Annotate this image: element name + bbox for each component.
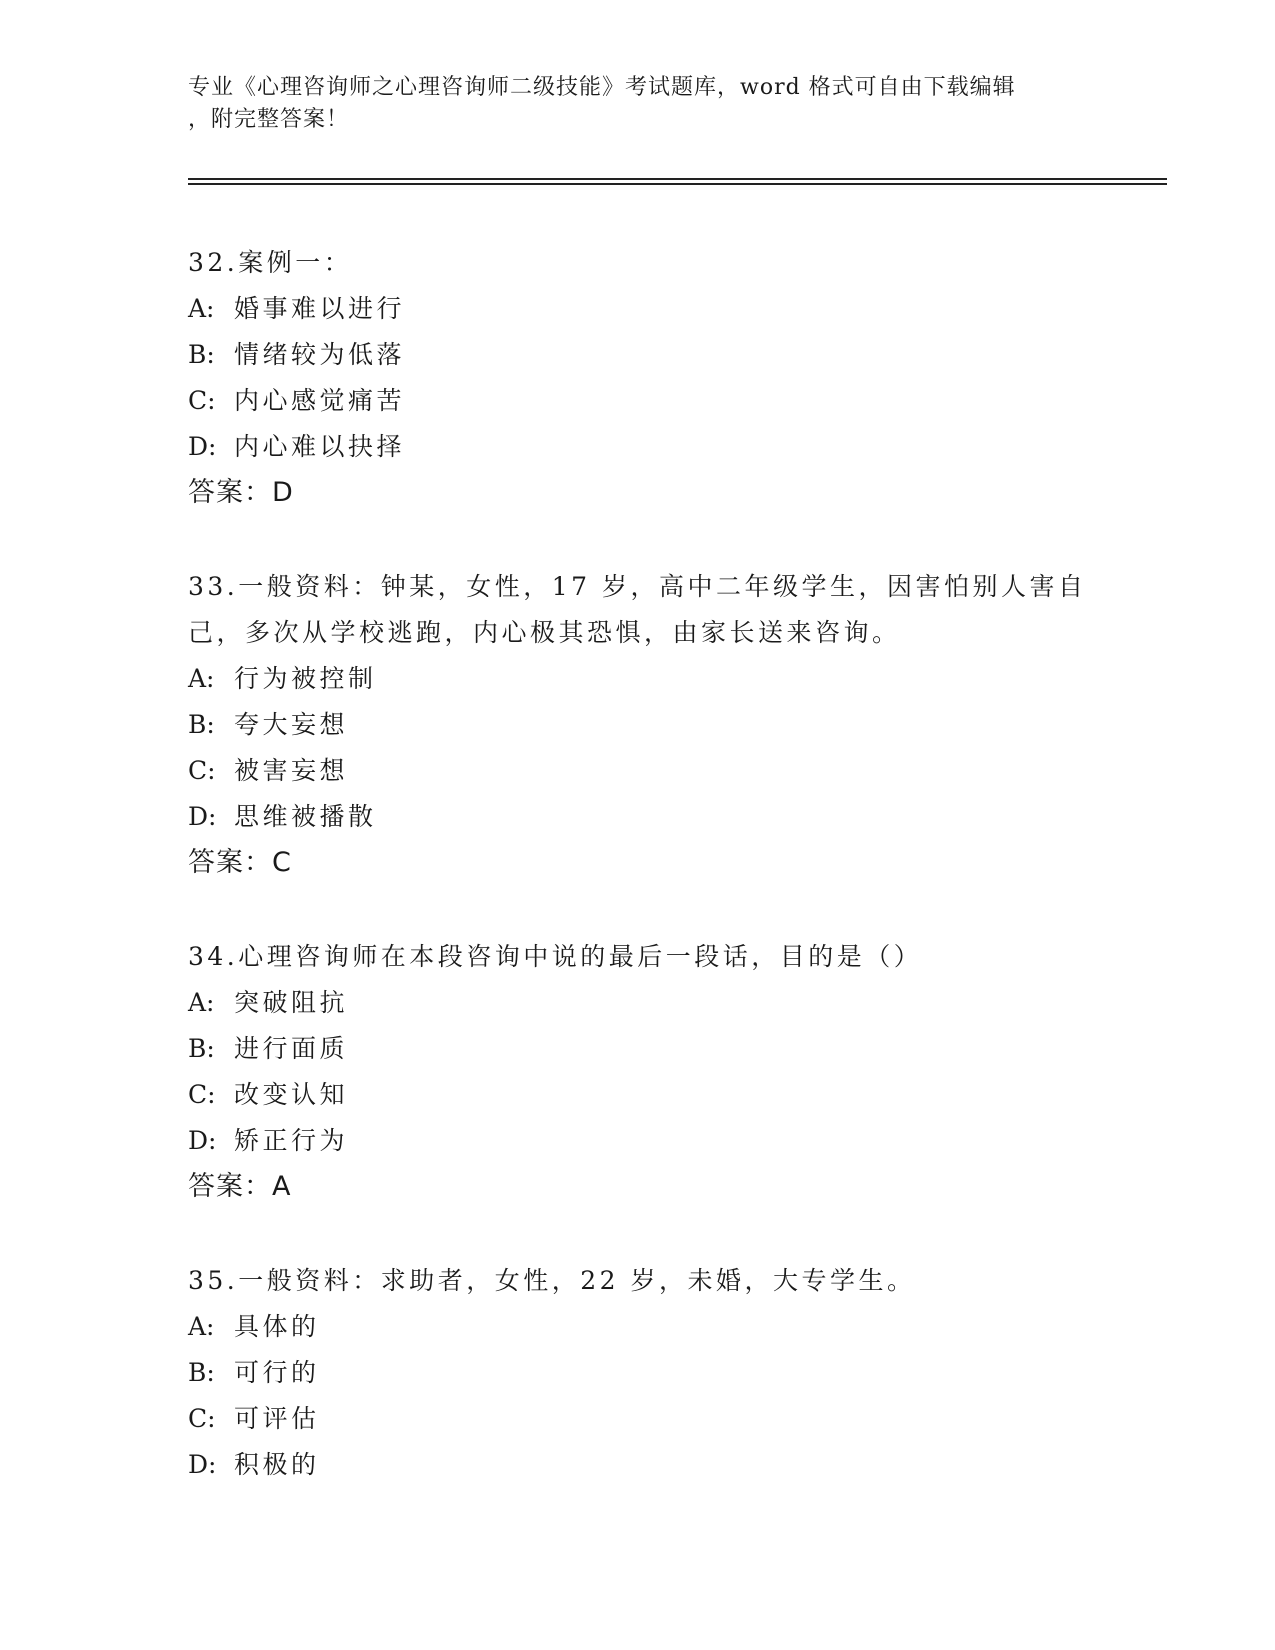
option-text: 进行面质 xyxy=(234,1034,349,1063)
option-text: 婚事难以进行 xyxy=(234,294,406,323)
question-33 xyxy=(188,564,1108,886)
option-c xyxy=(188,1072,1108,1118)
option-letter: B: xyxy=(188,710,215,739)
option-c xyxy=(188,1396,1108,1442)
option-text: 夸大妄想 xyxy=(234,710,349,739)
option-letter: A: xyxy=(188,988,215,1017)
option-d xyxy=(188,1442,1108,1488)
option-text: 具体的 xyxy=(234,1312,320,1341)
option-d xyxy=(188,1118,1108,1164)
document-header xyxy=(188,72,1088,136)
option-letter: B: xyxy=(188,1358,215,1387)
option-a xyxy=(188,980,1108,1026)
option-letter: A: xyxy=(188,1312,215,1341)
option-letter: D: xyxy=(188,1126,217,1155)
option-letter: A: xyxy=(188,294,215,323)
option-letter: D: xyxy=(188,432,217,461)
option-text: 积极的 xyxy=(234,1450,320,1479)
question-text: 32.案例一： xyxy=(188,248,353,277)
answer-label: 答案：A xyxy=(188,1171,292,1202)
option-d xyxy=(188,794,1108,840)
question-32 xyxy=(188,240,1108,516)
question-34 xyxy=(188,934,1108,1210)
option-b xyxy=(188,1350,1108,1396)
option-letter: C: xyxy=(188,1080,216,1109)
option-c xyxy=(188,748,1108,794)
option-letter: C: xyxy=(188,386,216,415)
option-text: 行为被控制 xyxy=(234,664,377,693)
question-text: 34.心理咨询师在本段咨询中说的最后一段话，目的是（） xyxy=(188,942,923,971)
option-a xyxy=(188,286,1108,332)
option-text: 内心难以抉择 xyxy=(234,432,406,461)
option-letter: B: xyxy=(188,1034,215,1063)
question-text: 35.一般资料：求助者，女性，22 岁，未婚，大专学生。 xyxy=(188,1266,916,1295)
answer-label: 答案：D xyxy=(188,477,294,508)
option-b xyxy=(188,1026,1108,1072)
question-text: 33.一般资料：钟某，女性，17 岁，高中二年级学生，因害怕别人害自己，多次从学校逃跑，内心极其恐惧，由家长送来咨询。 xyxy=(188,572,1087,647)
option-text: 被害妄想 xyxy=(234,756,349,785)
option-c xyxy=(188,378,1108,424)
option-letter: B: xyxy=(188,340,215,369)
header-divider-top xyxy=(188,178,1167,180)
answer-label: 答案：C xyxy=(188,847,292,878)
option-text: 矫正行为 xyxy=(234,1126,349,1155)
option-d xyxy=(188,424,1108,470)
option-text: 改变认知 xyxy=(234,1080,349,1109)
header-line-2: ，附完整答案！ xyxy=(188,107,350,132)
option-text: 思维被播散 xyxy=(234,802,377,831)
header-divider-bottom xyxy=(188,183,1167,185)
option-text: 可评估 xyxy=(234,1404,320,1433)
header-line-1: 专业《心理咨询师之心理咨询师二级技能》考试题库，word 格式可自由下载编辑 xyxy=(188,75,1016,100)
option-text: 内心感觉痛苦 xyxy=(234,386,406,415)
option-b xyxy=(188,332,1108,378)
option-letter: C: xyxy=(188,756,216,785)
option-letter: A: xyxy=(188,664,215,693)
option-text: 可行的 xyxy=(234,1358,320,1387)
option-a xyxy=(188,656,1108,702)
option-letter: D: xyxy=(188,1450,217,1479)
question-35 xyxy=(188,1258,1108,1488)
question-list xyxy=(188,240,1108,1536)
option-text: 突破阻抗 xyxy=(234,988,349,1017)
option-letter: C: xyxy=(188,1404,216,1433)
option-a xyxy=(188,1304,1108,1350)
option-text: 情绪较为低落 xyxy=(234,340,406,369)
option-b xyxy=(188,702,1108,748)
option-letter: D: xyxy=(188,802,217,831)
